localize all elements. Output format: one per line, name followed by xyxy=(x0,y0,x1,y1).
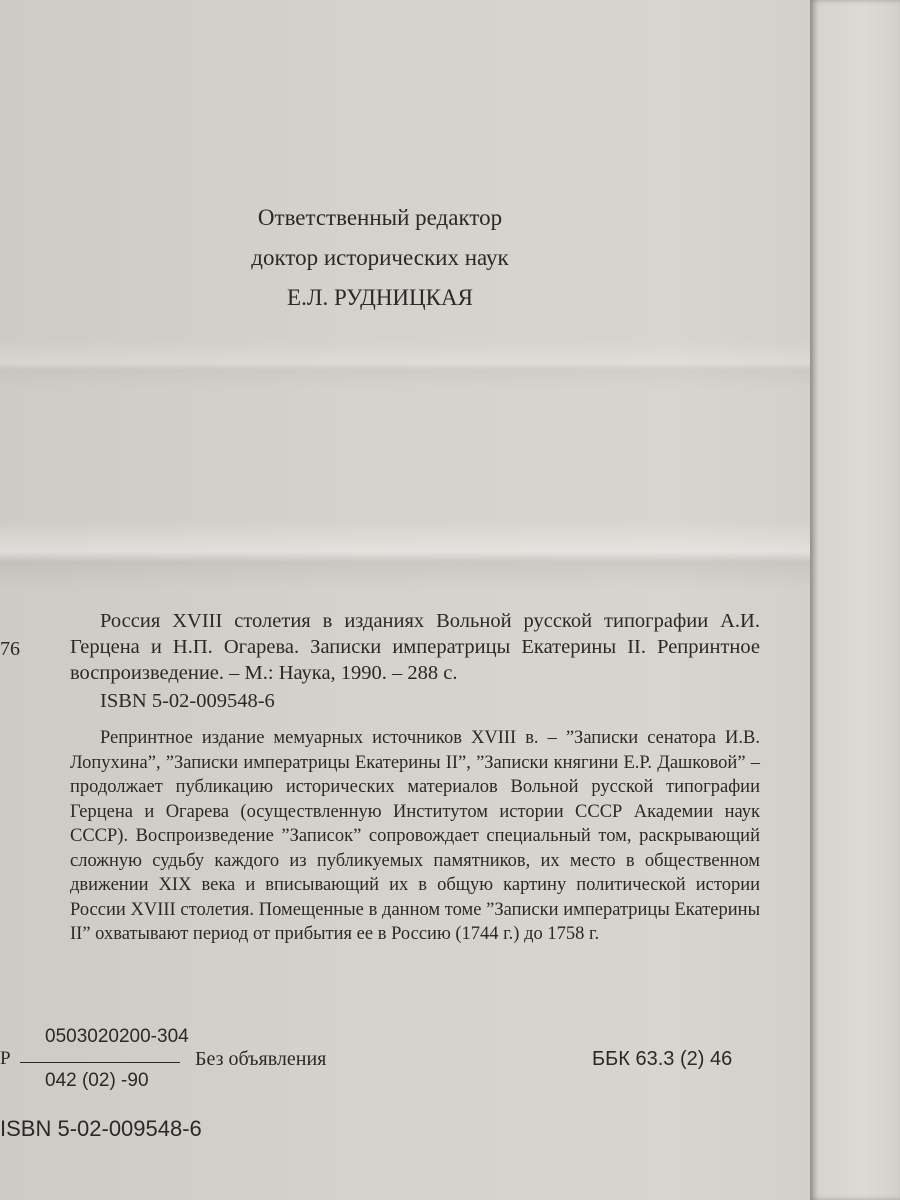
editor-name: Е.Л. РУДНИЦКАЯ xyxy=(287,285,473,310)
bibliographic-block xyxy=(70,608,760,947)
classification-code-top: 0503020200-304 xyxy=(45,1026,189,1047)
editor-degree: доктор исторических наук xyxy=(251,245,509,270)
editor-credit xyxy=(150,198,610,318)
fraction-line xyxy=(20,1062,180,1063)
bbk-code: ББК 63.3 (2) 46 xyxy=(592,1048,733,1070)
bibliographic-entry: Россия XVIII столетия в изданиях Вольной русской типографии А.И. Герцена и Н.П. Огарева. Записки императрицы Екатерины II. Репринтное воспроизведение. – М.: Наука, 1990. – 288 с. xyxy=(70,610,760,684)
paper-wrinkle xyxy=(0,340,810,390)
annotation: Репринтное издание мемуарных источников XVIII в. – ”Записки сенатора И.В. Лопухина”, ”Записки императрицы Екатерины II”, ”Записки княгини Е.Р. Дашковой” – продолжает публикацию исторических материалов Вольной русской типографии Герцена и Огарева (осуществленную Институтом истории СССР Академии наук СССР). Воспроизведение ”Записок” сопровождает специальный том, раскрывающий сложную судьбу каждого из публикуемых памятников, их место в общественном движении XIX века и вписывающий их в общую картину политической истории России XVIII столетия. Помещенные в данном томе ”Записки императрицы Екатерины II” охватывают период от прибытия ее в Россию (1744 г.) до 1758 г. xyxy=(70,728,760,944)
no-ads-note: Без объявления xyxy=(195,1048,327,1070)
editor-role: Ответственный редактор xyxy=(257,205,503,230)
isbn-footer: ISBN 5-02-009548-6 xyxy=(0,1116,202,1141)
paper-wrinkle xyxy=(0,520,810,590)
margin-code: 76 xyxy=(0,638,20,660)
entry-isbn: ISBN 5-02-009548-6 xyxy=(100,690,275,712)
classification-letter: Р xyxy=(0,1048,11,1069)
classification-code-bottom: 042 (02) -90 xyxy=(45,1070,149,1091)
page-fold-right xyxy=(810,0,900,1200)
